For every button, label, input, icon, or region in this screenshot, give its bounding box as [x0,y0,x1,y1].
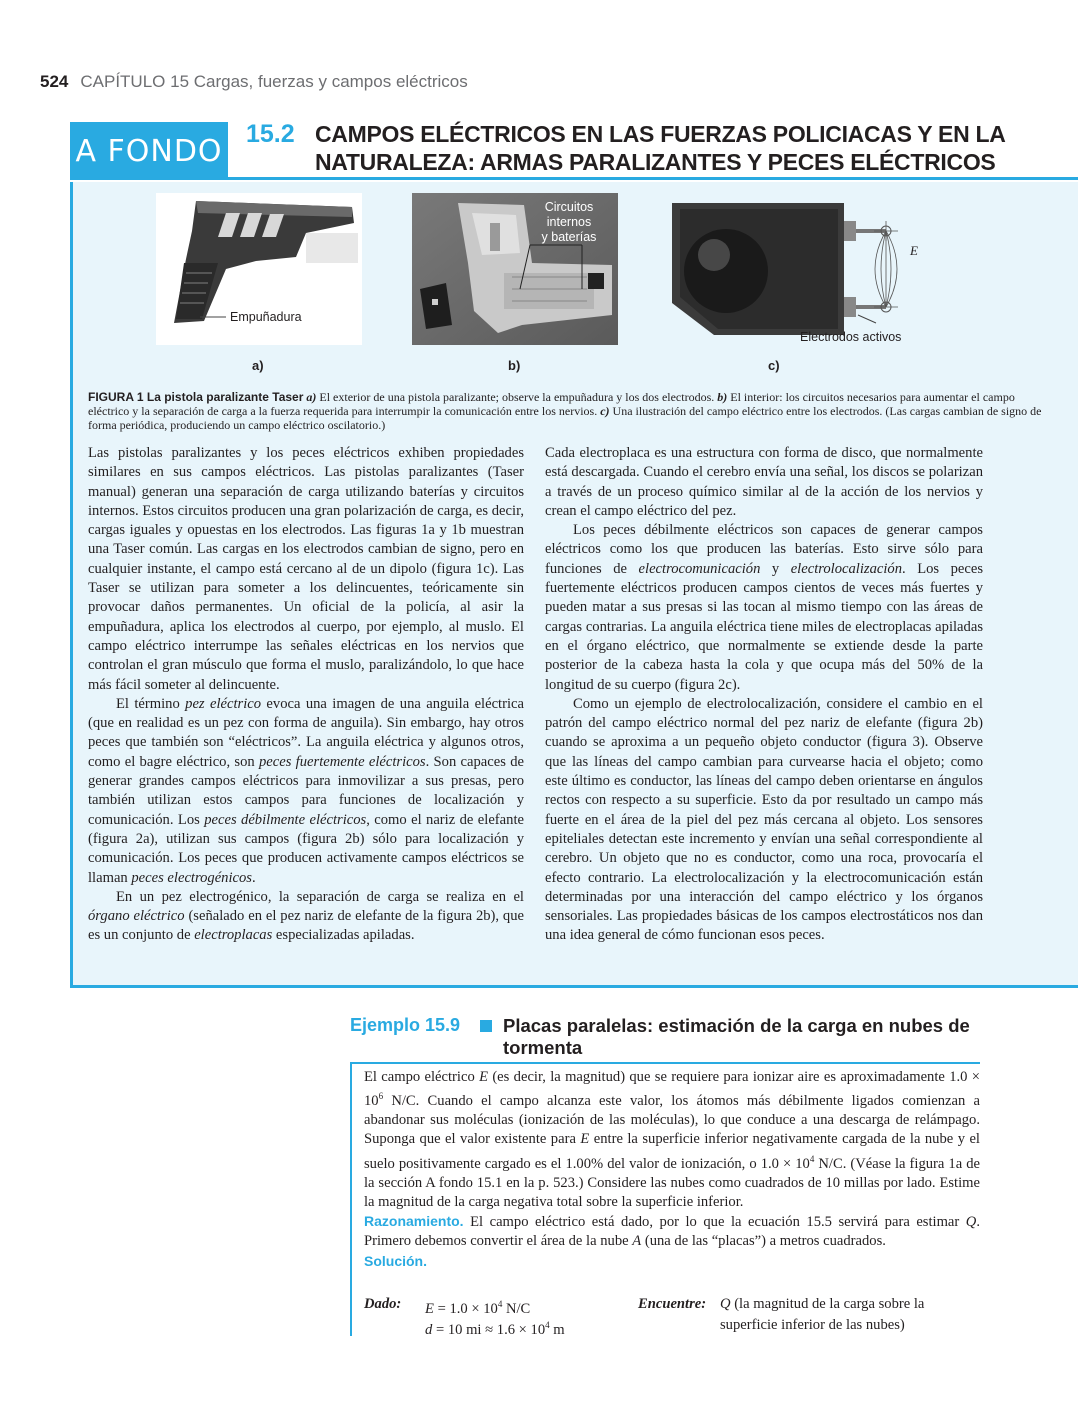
running-head [40,72,468,92]
right-paragraph-1: Cada electroplaca es una estructura con forma de disco, que normalmente está descargada. Cuando el cerebro envía una señal, los discos se polarizan a través de un proceso químico similar al de la acción de los nervios y crean el campo eléctrico del pez. [545,445,983,519]
taser-exterior-photo [156,193,362,345]
example-reasoning: Razonamiento. El campo eléctrico está dado, por lo que la ecuación 15.5 servirá para estimar Q. Primero debemos convertir el área de la nube A (una de las “placas”) a metros cuadrados. [364,1213,980,1250]
caption-a-text: El exterior de una pistola paralizante; observe la empuñadura y los dos electrodos. [316,390,718,404]
electrodes-callout: Electrodos activos [800,330,902,344]
example-label: Ejemplo 15.9 [350,1015,461,1035]
example-solution-label: Solución. [364,1252,427,1269]
example-rule-vertical [350,1062,352,1336]
figure-caption [88,390,1058,432]
caption-a-marker: a) [306,390,317,404]
caption-b-text: El interior: los circuitos necesarios para aumentar el campo eléctrico y la separación de carga a la fuerza requerida para interrumpir la comunicación entre los nervios. [88,390,1015,418]
section-number: 15.2 [246,120,295,148]
grip-callout: Empuñadura [230,310,302,324]
figure-a-label: a) [252,358,264,373]
feature-tag: A FONDO [70,122,228,180]
left-paragraph-2: El término pez eléctrico evoca una imagen de una anguila eléctrica (que en realidad es un pez con forma de anguila). Sin embargo, hay otros peces que también son “eléctricos”. La anguila eléctrica y algunos otros, como el bagre eléctrico, son peces fuertemente eléctricos. Son capaces de generar grandes campos eléctricos para inmovilizar a sus presas, pero también utilizan estos campos para funciones de localización y comunicación. Los peces débilmente eléctricos, como el nariz de elefante (figura 2a), utilizan sus campos (figura 2b) sólo para localización y comunicación. Los peces que producen activamente campos eléctricos se llaman peces electrogénicos. [88,695,524,886]
caption-b-marker: b) [717,390,728,404]
electrode-field-illustration [668,193,928,349]
circuits-callout-line-2: internos [546,215,592,229]
given-value-1: $E = 1.0 \times 10^4$ N/C [425,1299,531,1317]
find-value-line-2: superficie inferior de las nubes) [720,1317,905,1333]
find-label: Encuentre: [638,1296,707,1312]
page-number: 524 [40,72,69,91]
right-paragraph-3: Como un ejemplo de electrolocalización, considere el cambio en el patrón del campo eléctrico normal del pez nariz de elefante (figura 2b) cuando se aproxima a un pequeño objeto conductor (figura 3). Observe que las líneas del campo cambian para curvearse hacia el objeto; como este último es conductor, las líneas del campo deben orientarse en ángulos rectos con respecto a su superficie. Esto da por resultado un campo más fuerte en el área de la piel del pez más cercana al objeto. Los sensores epiteliales detectan este incremento y envían una señal correspondiente al cerebro. Un objeto que no es conductor, como una roca, provocaría el efecto contrario. La electrolocalización y la electrocomunicación están determinadas por una interacción del campo eléctrico y los órganos sensoriales. Las propiedades básicas de los campos electrostáticos nos dan una idea general de cómo funcionan esos peces. [545,695,983,944]
caption-c-text: Una ilustración del campo eléctrico entre los electrodos. (Las cargas cambian de signo de forma periódica, produciendo un campo eléctrico oscilatorio.) [88,404,1042,432]
caption-label: FIGURA 1 La pistola paralizante Taser [88,390,304,404]
circuits-callout-line-1: Circuitos [544,200,594,214]
example-title: Placas paralelas: estimación de la carga en nubes de tormenta [503,1015,970,1058]
right-column [545,444,983,946]
example-body [364,1068,980,1272]
circuits-callout-line-3: y baterías [541,230,597,244]
feature-box-rule [228,177,1078,180]
section-title-line-2: NATURALEZA: ARMAS PARALIZANTES Y PECES ELÉCTRICOS [315,149,996,175]
field-symbol: E [910,243,918,258]
left-paragraph-3: En un pez electrogénico, la separación de carga se realiza en el órgano eléctrico (señalado en el pez nariz de elefante de la figura 2b), que es un conjunto de electroplacas especializadas apiladas. [88,888,524,944]
left-column [88,444,524,946]
section-title [315,120,1075,176]
example-marker-square [480,1020,492,1032]
given-label: Dado: [364,1296,402,1312]
section-title-line-1: CAMPOS ELÉCTRICOS EN LAS FUERZAS POLICIACAS Y EN LA [315,121,1006,147]
figure-b-label: b) [508,358,521,373]
example-statement: El campo eléctrico E (es decir, la magnitud) que se requiere para ionizar aire es aproximadamente $1.0 \times 10^6$ N/C. Cuando el campo alcanza este valor, los átomos más débilmente ligados comienzan a abandonar sus moléculas (ionización de las moléculas), lo que conduce a una descarga de relámpago. Suponga que el valor existente para E entre la superficie inferior negativamente cargada de la nube y el suelo positivamente cargado es el 1.00% del valor de ionización, o $1.0 \times 10^4$ N/C. (Véase la figura 1a de la sección A fondo 15.1 en la p. 523.) Considere las nubes como cuadrados de 10 millas por lado. Estime la magnitud de la carga negativa total sobre la superficie inferior. [364,1069,980,1210]
find-value-line-1: Q (la magnitud de la carga sobre la [720,1296,925,1312]
caption-c-marker: c) [600,404,610,418]
example-rule-horizontal [350,1062,980,1064]
right-paragraph-2: Los peces débilmente eléctricos son capaces de generar campos eléctricos como los que producen las baterías. Esto sirve sólo para funciones de electrocomunicación y electrolocalización. Los peces fuertemente eléctricos producen campos cientos de veces más fuertes y pueden matar a sus presas si las tocan al mismo tiempo con las áreas de cargas contrarias. La anguila eléctrica tiene miles de electroplacas apiladas en el órgano eléctrico, que normalmente se extiende desde la parte posterior de la cabeza hasta la cola y que ocupa más del 50% de la longitud de su cuerpo (figura 2c). [545,522,983,693]
chapter-title: CAPÍTULO 15 Cargas, fuerzas y campos eléctricos [80,72,468,91]
taser-interior-photo [412,193,618,345]
given-value-2: d = 10 mi ≈ $1.6 \times 10^4$ m [425,1320,565,1338]
left-paragraph-1: Las pistolas paralizantes y los peces eléctricos exhiben propiedades similares en sus campos eléctricos. Las pistolas paralizantes (Taser manual) generan una separación de carga utilizando baterías y circuitos internos. Estos circuitos producen una gran polarización de carga, es decir, cargas iguales y opuestas en los electrodos. Las figuras 1a y 1b muestran una Taser común. Las cargas en los electrodos cambian de signo, pero en cualquier instante, el campo está cercano al de un dipolo (figura 1c). Las Taser se utilizan para someter a los delincuentes, teóricamente sin provocar daños permanentes. Un oficial de la policía, al asir la empuñadura, aplica los electrodos al cuerpo, por ejemplo, al muslo. El campo eléctrico interrumpe las señales eléctricas en los nervios que controlan el gran músculo que forma el muslo, paralizándolo, lo que hace más fácil someter al delincuente. [88,445,524,693]
figure-c-label: c) [768,358,780,373]
